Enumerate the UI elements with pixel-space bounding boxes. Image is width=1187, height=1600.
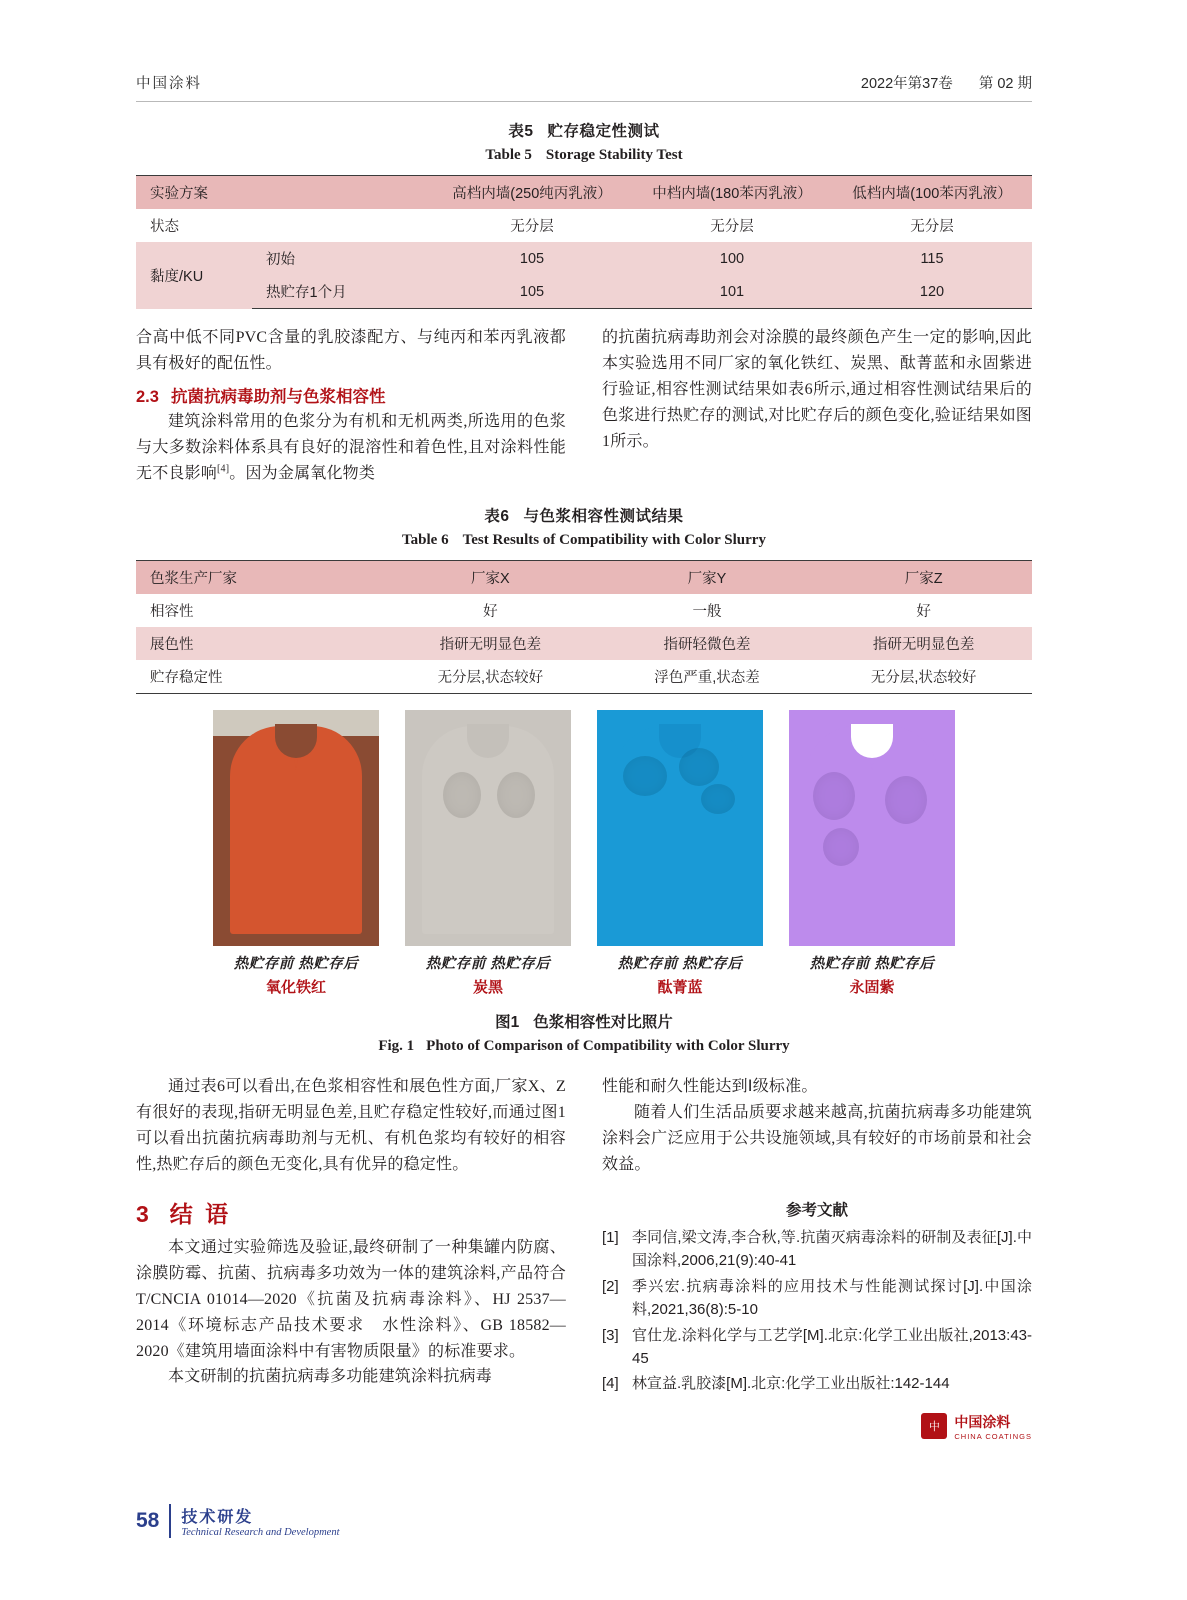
para-right-3: 随着人们生活品质要求越来越高,抗菌抗病毒多功能建筑涂料会广泛应用于公共设施领域,具有较好的市场前景和社会效益。 [602, 1104, 1032, 1174]
figure-caption-2: 热贮存前 热贮存后 [425, 956, 551, 973]
table6-number-en: Table 6 [402, 531, 449, 548]
text-columns-upper [136, 325, 1032, 487]
year-volume: 2022年第37卷 [860, 76, 953, 92]
table6-h2: 厂家Y [599, 561, 816, 595]
table6-caption-en [136, 529, 1032, 552]
table-color-slurry-compatibility [136, 560, 1032, 694]
column-right [602, 325, 1032, 487]
page-number: 58 [136, 1509, 160, 1532]
reference-text: 李同信,梁文涛,李合秋,等.抗菌灭病毒涂料的研制及表征[J].中国涂料,2006,21(9):40-41 [632, 1228, 1032, 1270]
reference-text: 季兴宏.抗病毒涂料的应用技术与性能测试探讨[J].中国涂料,2021,36(8):5-10 [632, 1277, 1032, 1319]
photo-permanent-violet [789, 710, 955, 946]
para-left-3: 通过表6可以看出,在色浆相容性和展色性方面,厂家X、Z有很好的表现,指研无明显色差,且贮存稳定性较好,而通过图1可以看出抗菌抗病毒助剂与无机、有机色浆均有较好的相容性,热贮存后的颜色无变化,具有优异的稳定性。 [136, 1078, 566, 1174]
journal-name: 中国涂料 [136, 76, 202, 92]
para-left-2-a: 建筑涂料常用的色浆分为有机和无机两类,所选用的色浆与大多数涂料体系具有良好的混溶性和着色性,且对涂料性能无不良影响 [136, 413, 566, 482]
table6-number-cn: 表6 [484, 507, 510, 525]
table6-r2-label: 贮存稳定性 [136, 660, 382, 694]
column-right-lower [602, 1074, 1032, 1440]
reference-item [602, 1226, 1032, 1273]
figure-name-4: 永固紫 [849, 979, 895, 997]
issue-info [839, 72, 1032, 93]
para-left-1: 合高中低不同PVC含量的乳胶漆配方、与纯丙和苯丙乳液都具有极好的配伍性。 [136, 329, 566, 373]
figure-1-title [136, 1011, 1032, 1058]
reference-item [602, 1372, 1032, 1395]
figure-name-2: 炭黑 [472, 979, 503, 997]
photo-iron-oxide-red [213, 710, 379, 946]
table5-r2-v2: 120 [832, 275, 1032, 309]
table6-r1-v0: 指研无明显色差 [439, 637, 542, 654]
table6-caption-cn [136, 505, 1032, 529]
table6-r0-v2: 好 [916, 604, 931, 621]
table6-h3: 厂家Z [815, 561, 1032, 595]
table5-r0-v2: 无分层 [910, 219, 954, 236]
table5-caption-en [136, 144, 1032, 167]
table5-h2: 中档内墙(180苯丙乳液） [632, 176, 832, 210]
journal-logo [602, 1412, 1032, 1441]
table6-r0-v0: 好 [483, 604, 498, 621]
photo-phthalocyanine-blue [597, 710, 763, 946]
column-left-lower [136, 1074, 566, 1440]
table6-r2-v1: 浮色严重,状态差 [599, 660, 816, 694]
section-2-3-title: 抗菌抗病毒助剂与色浆相容性 [170, 388, 386, 407]
table-row [136, 275, 1032, 309]
logo-mark-icon: 中 [921, 1413, 947, 1439]
table5-r0-v1: 无分层 [710, 219, 754, 236]
table5-number-en: Table 5 [485, 147, 532, 164]
table6-title-cn: 与色浆相容性测试结果 [523, 507, 684, 525]
table6-r2-v0: 无分层,状态较好 [382, 660, 599, 694]
section-3-title: 结 语 [169, 1200, 232, 1227]
figure-name-1: 氧化铁红 [265, 979, 326, 997]
table5-r1-v1: 100 [719, 250, 745, 267]
para-right-1: 的抗菌抗病毒助剂会对涂膜的最终颜色产生一定的影响,因此本实验选用不同厂家的氧化铁红、炭黑、酞菁蓝和永固紫进行验证,相容性测试结果如表6所示,通过相容性测试结果后的色浆进行热贮存的测试,对比贮存后的颜色变化,验证结果如图1所示。 [602, 329, 1032, 450]
column-left [136, 325, 566, 487]
table5-r1-sub: 初始 [266, 252, 295, 269]
para-left-5: 本文研制的抗菌抗病毒多功能建筑涂料抗病毒 [168, 1368, 493, 1386]
table6-r0-v1: 一般 [692, 604, 722, 621]
table6-r1-v1: 指研轻微色差 [663, 637, 751, 654]
table5-r2-sub: 热贮存1个月 [252, 275, 432, 309]
figure-1-title-en [136, 1035, 1032, 1058]
page-footer [136, 1504, 340, 1538]
figure-caption-1: 热贮存前 热贮存后 [233, 956, 359, 973]
footer-divider [169, 1504, 171, 1538]
figure-1-text-en: Photo of Comparison of Compatibility with Color Slurry [426, 1038, 790, 1055]
reference-text: 官仕龙.涂料化学与工艺学[M].北京:化学工业出版社,2013:43-45 [632, 1326, 1032, 1367]
figure-1-images [136, 710, 1032, 997]
reference-text: 林宣益.乳胶漆[M].北京:化学工业出版社:142-144 [632, 1375, 950, 1393]
text-columns-lower [136, 1074, 1032, 1440]
table6-caption [136, 505, 1032, 552]
table-row [136, 176, 1032, 210]
page-content [136, 72, 1032, 1441]
table6-h1: 厂家X [382, 561, 599, 595]
table5-number-cn: 表5 [508, 123, 534, 140]
table5-caption-cn [136, 120, 1032, 144]
table5-h3: 低档内墙(100苯丙乳液） [832, 176, 1032, 210]
reference-index: [2] [602, 1277, 619, 1295]
table5-viscosity-label: 黏度/KU [150, 269, 204, 286]
figure-caption-4: 热贮存前 热贮存后 [809, 956, 935, 973]
reference-item [602, 1324, 1032, 1371]
table5-r0-label: 状态 [150, 219, 179, 236]
table5-r0-v0: 无分层 [510, 219, 554, 236]
table5-r1-v2: 115 [920, 250, 944, 267]
figure-1-number-cn: 图1 [495, 1014, 520, 1032]
figure-item-iron-oxide-red [213, 710, 379, 997]
figure-item-carbon-black [405, 710, 571, 997]
figure-item-permanent-violet [789, 710, 955, 997]
footer-label-cn: 技术研发 [181, 1509, 254, 1526]
table5-r2-v1: 101 [632, 275, 832, 309]
table5-h1: 高档内墙(250纯丙乳液） [432, 176, 632, 210]
running-head [136, 72, 1032, 102]
figure-1-number-en: Fig. 1 [378, 1038, 415, 1055]
table-row [136, 594, 1032, 627]
reference-index: [1] [602, 1228, 619, 1246]
para-right-2: 性能和耐久性能达到Ⅰ级标准。 [602, 1078, 818, 1096]
footer-label-en: Technical Research and Development [181, 1527, 340, 1538]
table-row [136, 242, 1032, 275]
logo-text [954, 1412, 1032, 1441]
table5-r2-v0: 105 [432, 275, 632, 309]
table6-r2-v2: 无分层,状态较好 [815, 660, 1032, 694]
reference-item [602, 1275, 1032, 1322]
table6-r0-label: 相容性 [150, 604, 194, 621]
table-storage-stability [136, 175, 1032, 309]
figure-name-3: 酞菁蓝 [657, 979, 703, 997]
table5-title-en: Storage Stability Test [545, 147, 683, 164]
table-row [136, 660, 1032, 694]
reference-index: [3] [602, 1326, 619, 1344]
para-left-2-b: 。因为金属氧化物类 [229, 464, 376, 482]
photo-carbon-black [405, 710, 571, 946]
figure-item-phthalocyanine-blue [597, 710, 763, 997]
logo-text-en: CHINA COATINGS [954, 1431, 1032, 1441]
figure-1-text-cn: 色浆相容性对比照片 [533, 1014, 673, 1032]
para-left-2 [136, 409, 566, 487]
references-heading: 参考文献 [785, 1201, 848, 1219]
table6-h0: 色浆生产厂家 [136, 561, 382, 595]
reference-index: [4] [602, 1375, 619, 1393]
table5-title-cn: 贮存稳定性测试 [547, 123, 660, 140]
para-left-4: 本文通过实验筛选及验证,最终研制了一种集罐内防腐、涂膜防霉、抗菌、抗病毒多功效为一体的建筑涂料,产品符合T/CNCIA 01014—2020《抗菌及抗病毒涂料》、HJ 2537—2014《环境标志产品技术要求 水性涂料》、GB 18582—2020《建筑用墙面涂料中有害物质限量》的标准要求。 [136, 1238, 566, 1360]
figure-1-title-cn [136, 1011, 1032, 1035]
section-3-heading [136, 1196, 566, 1229]
footer-section-label [181, 1504, 339, 1538]
figure-caption-3: 热贮存前 热贮存后 [617, 956, 743, 973]
table6-title-en: Test Results of Compatibility with Color Slurry [462, 531, 766, 548]
table-row [136, 561, 1032, 595]
section-2-3-heading [136, 383, 566, 407]
table5-caption [136, 120, 1032, 167]
table6-r1-label: 展色性 [150, 637, 194, 654]
table6-r1-v2: 指研无明显色差 [872, 637, 975, 654]
table-row [136, 209, 1032, 242]
table5-h0: 实验方案 [136, 176, 432, 210]
ref-marker-4: [4] [217, 463, 230, 475]
table5-r1-v0: 105 [519, 250, 545, 267]
section-2-3-number: 2.3 [136, 388, 159, 407]
logo-text-cn: 中国涂料 [954, 1413, 1011, 1430]
issue-number: 第 02 期 [978, 76, 1032, 92]
table-row [136, 627, 1032, 660]
section-3-number: 3 [136, 1200, 152, 1227]
